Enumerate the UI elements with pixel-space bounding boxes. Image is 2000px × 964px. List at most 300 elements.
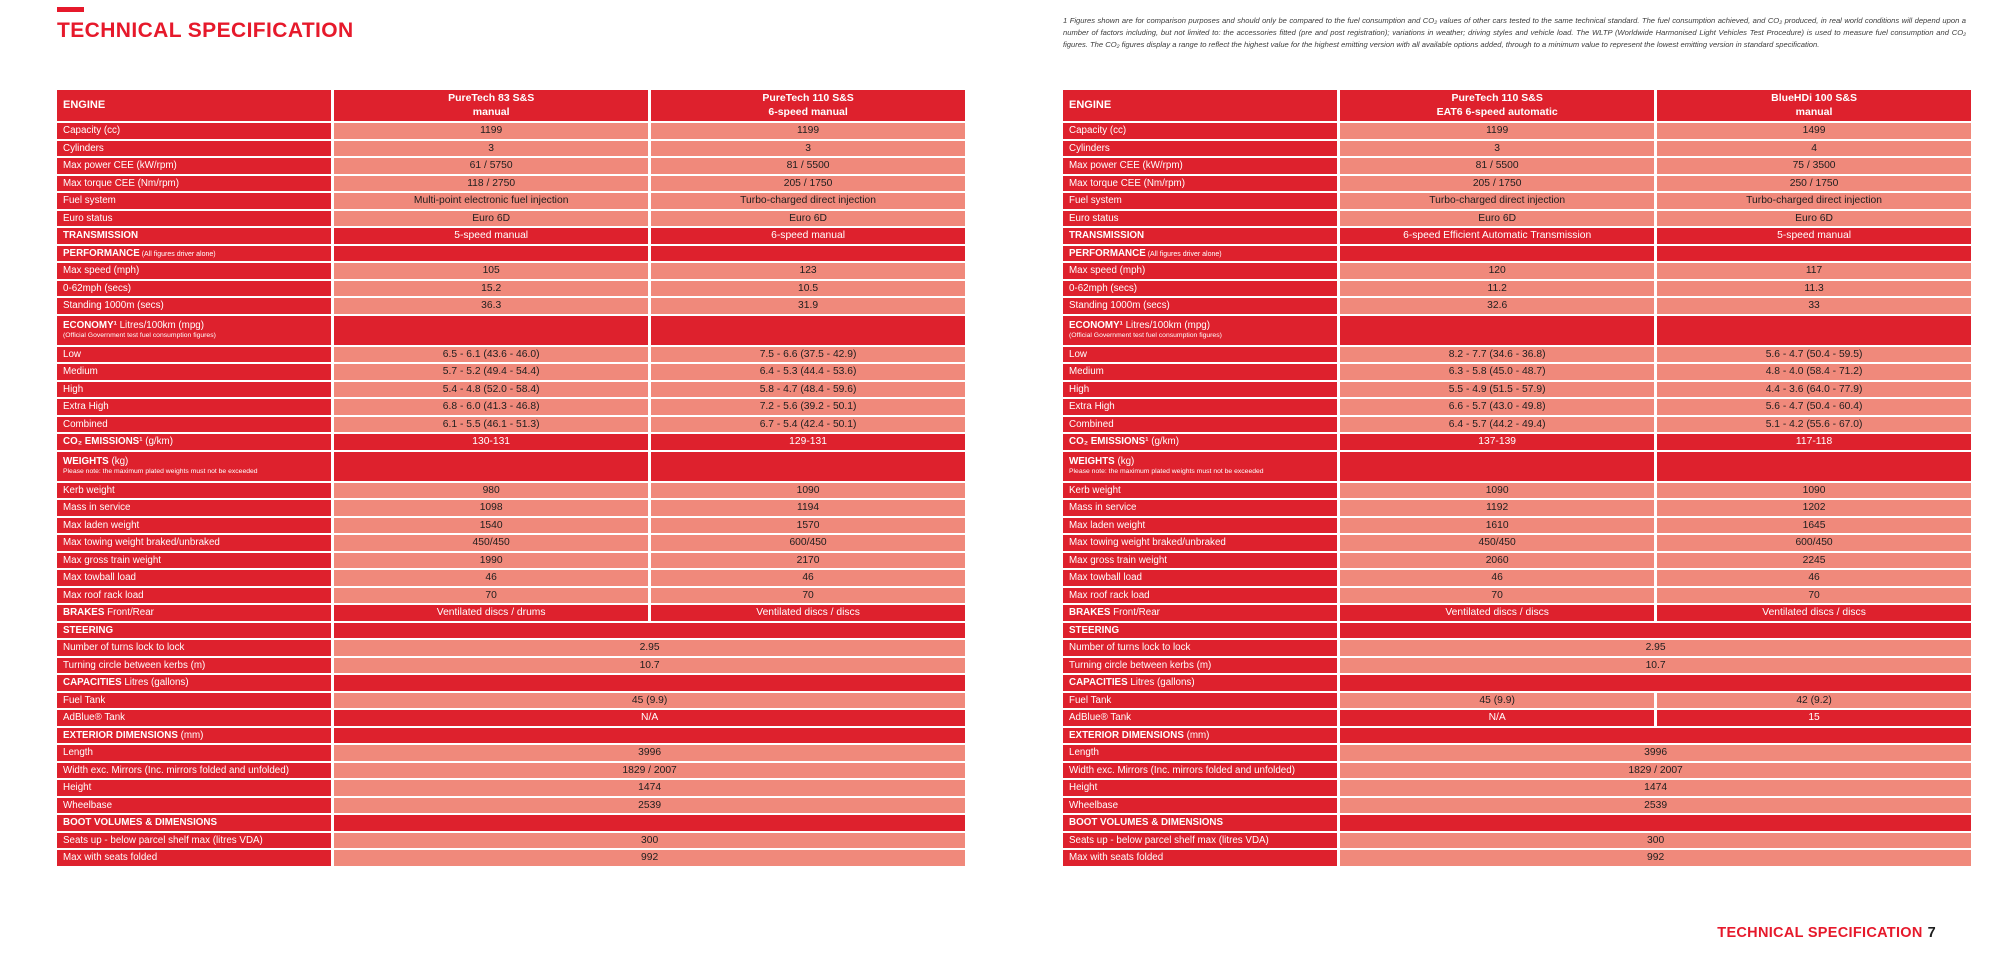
row-value bbox=[334, 452, 648, 481]
table-row bbox=[1063, 298, 1971, 314]
row-value: Ventilated discs / discs bbox=[1657, 605, 1971, 621]
row-value bbox=[1340, 246, 1654, 262]
row-value: 118 / 2750 bbox=[334, 176, 648, 192]
row-label bbox=[57, 246, 331, 262]
engine-column-header bbox=[1657, 90, 1971, 121]
row-label bbox=[57, 658, 331, 674]
table-row bbox=[57, 588, 965, 604]
section-row bbox=[57, 728, 965, 744]
row-label-text bbox=[63, 419, 108, 430]
row-value bbox=[1657, 316, 1971, 345]
row-label-subline: Please note: the maximum plated weights must not be exceeded bbox=[1069, 467, 1264, 475]
row-label-rest: AdBlue® Tank bbox=[63, 712, 126, 724]
row-value: 1090 bbox=[651, 483, 965, 499]
row-label bbox=[57, 833, 331, 849]
row-value: 6.3 - 5.8 (45.0 - 48.7) bbox=[1340, 364, 1654, 380]
row-value bbox=[334, 316, 648, 345]
row-label bbox=[1063, 417, 1337, 433]
table-row bbox=[1063, 263, 1971, 279]
row-value: 5.5 - 4.9 (51.5 - 57.9) bbox=[1340, 382, 1654, 398]
row-value bbox=[334, 246, 648, 262]
row-label bbox=[1063, 728, 1337, 744]
row-label bbox=[1063, 298, 1337, 314]
table-row bbox=[57, 158, 965, 174]
row-value: 6-speed Efficient Automatic Transmission bbox=[1340, 228, 1654, 244]
row-value-span: 300 bbox=[334, 833, 965, 849]
row-label-text bbox=[1069, 230, 1144, 241]
page-number: 7 bbox=[1927, 925, 1936, 941]
table-row bbox=[1063, 417, 1971, 433]
row-label bbox=[57, 500, 331, 516]
row-label bbox=[57, 640, 331, 656]
table-row bbox=[1063, 763, 1971, 779]
row-label-text bbox=[63, 660, 205, 671]
row-label bbox=[57, 281, 331, 297]
row-value: 117 bbox=[1657, 263, 1971, 279]
row-value bbox=[651, 316, 965, 345]
row-value: 2170 bbox=[651, 553, 965, 569]
row-label bbox=[1063, 263, 1337, 279]
row-label-subline: (Official Government test fuel consumption figures) bbox=[1069, 331, 1222, 339]
row-value: 5.1 - 4.2 (55.6 - 67.0) bbox=[1657, 417, 1971, 433]
row-label-rest: Wheelbase bbox=[1069, 799, 1119, 811]
row-label-subline: Please note: the maximum plated weights must not be exceeded bbox=[63, 467, 258, 475]
row-label-rest: (kg) bbox=[108, 456, 129, 468]
row-value: 1499 bbox=[1657, 123, 1971, 139]
table-row bbox=[57, 193, 965, 209]
row-value bbox=[651, 452, 965, 481]
row-value: 4 bbox=[1657, 141, 1971, 157]
row-value: 600/450 bbox=[651, 535, 965, 551]
row-label-rest: Max torque CEE (Nm/rpm) bbox=[63, 177, 179, 189]
row-label-text bbox=[1069, 555, 1167, 566]
row-label-strong: EXTERIOR DIMENSIONS bbox=[63, 729, 178, 741]
row-label bbox=[57, 675, 331, 691]
row-value-span: 3996 bbox=[1340, 745, 1971, 761]
row-label bbox=[1063, 850, 1337, 866]
row-label-text bbox=[63, 230, 138, 241]
row-label-text bbox=[63, 800, 112, 811]
row-label-text bbox=[63, 677, 189, 688]
row-label-rest: Kerb weight bbox=[1069, 484, 1121, 496]
row-label-text bbox=[63, 456, 128, 467]
row-label-rest: Litres/100km (mpg) bbox=[1122, 320, 1211, 332]
row-label-rest: Combined bbox=[63, 418, 108, 430]
row-value: 70 bbox=[651, 588, 965, 604]
row-label-rest: (g/km) bbox=[1148, 436, 1179, 448]
table-row bbox=[1063, 553, 1971, 569]
table-row bbox=[1063, 158, 1971, 174]
table-row bbox=[1063, 281, 1971, 297]
row-label-text bbox=[63, 555, 161, 566]
row-label bbox=[1063, 500, 1337, 516]
row-value: 45 (9.9) bbox=[1340, 693, 1654, 709]
footnote-disclaimer: 1 Figures shown are for comparison purposes and should only be compared to the fuel consumption and CO₂ values of other cars tested to the same technical standard. The fuel consumption achieved, and CO₂ produced, in real world conditions will depend upon a number of factors including, but not limited to: the accessories fitted (pre and post registration); variations in weather; driving styles and vehicle load. The WLTP (Worldwide Harmonised Light Vehicles Test Procedure) is used to measure fuel consumption and CO₂ figures. The CO₂ figures display a range to reflect the highest value for the highest emitting version with all available options added, through to a minimum value to represent the lowest emitting version in standard specification. bbox=[1063, 16, 1966, 50]
table-row bbox=[57, 570, 965, 586]
row-label-rest: High bbox=[1069, 383, 1090, 395]
row-label-rest: Max power CEE (kW/rpm) bbox=[63, 160, 177, 172]
row-label-text bbox=[63, 695, 105, 706]
row-value: 32.6 bbox=[1340, 298, 1654, 314]
row-label bbox=[1063, 434, 1337, 450]
row-label-rest: Low bbox=[63, 348, 81, 360]
table-row bbox=[57, 298, 965, 314]
section-row bbox=[1063, 623, 1971, 639]
row-value: Multi-point electronic fuel injection bbox=[334, 193, 648, 209]
row-value-span bbox=[1340, 623, 1971, 639]
row-label-text bbox=[1069, 143, 1110, 154]
row-value: 130-131 bbox=[334, 434, 648, 450]
row-label-text bbox=[1069, 419, 1114, 430]
table-header-row bbox=[57, 90, 965, 121]
row-label-rest: Width exc. Mirrors (Inc. mirrors folded and unfolded) bbox=[63, 764, 289, 776]
row-label bbox=[1063, 228, 1337, 244]
row-label-rest: 0-62mph (secs) bbox=[1069, 282, 1138, 294]
row-label bbox=[1063, 780, 1337, 796]
row-label-text bbox=[63, 835, 263, 846]
row-label-text bbox=[1069, 349, 1087, 360]
row-value: 6.4 - 5.3 (44.4 - 53.6) bbox=[651, 364, 965, 380]
row-value: 6.7 - 5.4 (42.4 - 50.1) bbox=[651, 417, 965, 433]
row-value: 1570 bbox=[651, 518, 965, 534]
row-label-strong: CAPACITIES bbox=[1069, 677, 1128, 689]
row-value-span: N/A bbox=[334, 710, 965, 726]
section-row bbox=[57, 452, 965, 481]
row-label-text bbox=[63, 747, 93, 758]
row-label-text bbox=[1069, 625, 1119, 636]
row-value: Ventilated discs / drums bbox=[334, 605, 648, 621]
row-value: 4.4 - 3.6 (64.0 - 77.9) bbox=[1657, 382, 1971, 398]
engine-name: PureTech 110 S&S bbox=[1451, 91, 1543, 104]
table-row bbox=[57, 745, 965, 761]
row-label bbox=[57, 588, 331, 604]
table-row bbox=[1063, 347, 1971, 363]
table-row bbox=[1063, 123, 1971, 139]
table-row bbox=[1063, 141, 1971, 157]
row-value: 31.9 bbox=[651, 298, 965, 314]
table-row bbox=[1063, 693, 1971, 709]
row-label-text bbox=[63, 712, 125, 723]
table-row bbox=[57, 763, 965, 779]
row-label-text bbox=[1069, 852, 1163, 863]
row-label bbox=[57, 850, 331, 866]
page-title: TECHNICAL SPECIFICATION bbox=[57, 19, 354, 42]
row-value-span: 1474 bbox=[1340, 780, 1971, 796]
row-label-text bbox=[1069, 835, 1269, 846]
row-value: 3 bbox=[334, 141, 648, 157]
row-value: Ventilated discs / discs bbox=[651, 605, 965, 621]
row-label-text bbox=[63, 782, 91, 793]
row-label-text bbox=[1069, 401, 1115, 412]
row-value: 250 / 1750 bbox=[1657, 176, 1971, 192]
row-label-rest: Combined bbox=[1069, 418, 1114, 430]
row-label-rest: Max towball load bbox=[63, 572, 136, 584]
row-label-rest: AdBlue® Tank bbox=[1069, 712, 1132, 724]
row-label-rest: Litres (gallons) bbox=[1127, 677, 1195, 689]
row-value: 81 / 5500 bbox=[1340, 158, 1654, 174]
section-row bbox=[1063, 728, 1971, 744]
row-label-rest: Turning circle between kerbs (m) bbox=[1069, 659, 1212, 671]
row-label-text bbox=[63, 817, 217, 828]
engine-gearbox: manual bbox=[1795, 105, 1833, 118]
table-row bbox=[57, 347, 965, 363]
row-label-rest: Litres/100km (mpg) bbox=[116, 320, 205, 332]
table-row bbox=[57, 500, 965, 516]
row-label bbox=[1063, 382, 1337, 398]
row-label bbox=[57, 211, 331, 227]
row-label-text bbox=[63, 607, 154, 618]
row-label-rest: Fuel system bbox=[63, 195, 116, 207]
row-label-text bbox=[1069, 730, 1209, 741]
row-label bbox=[57, 382, 331, 398]
row-label-text bbox=[63, 213, 113, 224]
row-value-span: 2539 bbox=[334, 798, 965, 814]
row-label-rest: (kg) bbox=[1114, 456, 1135, 468]
row-label-text bbox=[63, 590, 144, 601]
table-row bbox=[1063, 483, 1971, 499]
row-value: 61 / 5750 bbox=[334, 158, 648, 174]
row-label-rest: Seats up - below parcel shelf max (litres VDA) bbox=[1069, 834, 1269, 846]
row-label-rest: Max laden weight bbox=[63, 519, 140, 531]
row-label-strong: CO₂ EMISSIONS¹ bbox=[63, 436, 143, 448]
row-label-rest: Length bbox=[63, 747, 93, 759]
row-label-text bbox=[1069, 366, 1104, 377]
row-label bbox=[57, 780, 331, 796]
table-row bbox=[57, 141, 965, 157]
row-label-rest: Max with seats folded bbox=[63, 852, 158, 864]
row-label-rest: Wheelbase bbox=[63, 799, 113, 811]
row-value: 15.2 bbox=[334, 281, 648, 297]
row-label-strong: WEIGHTS bbox=[63, 456, 109, 468]
row-value: 120 bbox=[1340, 263, 1654, 279]
row-value: 5.4 - 4.8 (52.0 - 58.4) bbox=[334, 382, 648, 398]
row-label-rest: Medium bbox=[63, 366, 98, 378]
row-label-text bbox=[63, 143, 104, 154]
row-label-text bbox=[1069, 520, 1145, 531]
table-row bbox=[1063, 500, 1971, 516]
row-label bbox=[1063, 281, 1337, 297]
row-label bbox=[1063, 658, 1337, 674]
row-label bbox=[57, 298, 331, 314]
row-label-text bbox=[63, 520, 139, 531]
row-label-text bbox=[1069, 178, 1185, 189]
table-row bbox=[1063, 535, 1971, 551]
row-label bbox=[57, 193, 331, 209]
row-value: Euro 6D bbox=[651, 211, 965, 227]
row-label bbox=[1063, 347, 1337, 363]
row-value: 205 / 1750 bbox=[651, 176, 965, 192]
engine-column-header bbox=[334, 90, 648, 121]
engine-header-label: ENGINE bbox=[57, 90, 331, 121]
row-label bbox=[57, 434, 331, 450]
table-row bbox=[1063, 588, 1971, 604]
section-row bbox=[57, 815, 965, 831]
row-value: 7.5 - 6.6 (37.5 - 42.9) bbox=[651, 347, 965, 363]
row-label-text bbox=[63, 384, 83, 395]
engine-column-header bbox=[1340, 90, 1654, 121]
row-value: 8.2 - 7.7 (34.6 - 36.8) bbox=[1340, 347, 1654, 363]
row-label-strong: ECONOMY¹ bbox=[1069, 320, 1123, 332]
row-value: 36.3 bbox=[334, 298, 648, 314]
row-label-text bbox=[1069, 642, 1190, 653]
row-value: 105 bbox=[334, 263, 648, 279]
row-label-text bbox=[1069, 607, 1160, 618]
row-label-rest: Max roof rack load bbox=[1069, 589, 1150, 601]
table-row bbox=[57, 640, 965, 656]
section-row bbox=[57, 605, 965, 621]
table-row bbox=[57, 263, 965, 279]
row-value: 1199 bbox=[651, 123, 965, 139]
row-value: 5-speed manual bbox=[1657, 228, 1971, 244]
row-label-rest: (g/km) bbox=[142, 436, 173, 448]
table-row bbox=[57, 658, 965, 674]
row-value: 1194 bbox=[651, 500, 965, 516]
row-label-text bbox=[1069, 800, 1118, 811]
row-value: 137-139 bbox=[1340, 434, 1654, 450]
row-value-span: 3996 bbox=[334, 745, 965, 761]
engine-name: PureTech 83 S&S bbox=[448, 91, 535, 104]
table-row bbox=[1063, 640, 1971, 656]
row-label-rest: Capacity (cc) bbox=[1069, 125, 1127, 137]
row-label-text bbox=[1069, 817, 1223, 828]
row-value: 46 bbox=[651, 570, 965, 586]
engine-column-header bbox=[651, 90, 965, 121]
row-value: 5.7 - 5.2 (49.4 - 54.4) bbox=[334, 364, 648, 380]
row-label bbox=[1063, 483, 1337, 499]
row-value-span: 2539 bbox=[1340, 798, 1971, 814]
row-label-rest: Mass in service bbox=[63, 502, 131, 514]
row-value: 1540 bbox=[334, 518, 648, 534]
row-label-text bbox=[63, 248, 216, 259]
row-label-rest: Low bbox=[1069, 348, 1087, 360]
row-label-text bbox=[63, 320, 204, 331]
row-label-text bbox=[1069, 572, 1142, 583]
row-label bbox=[57, 347, 331, 363]
row-value: 5.6 - 4.7 (50.4 - 59.5) bbox=[1657, 347, 1971, 363]
row-label bbox=[57, 364, 331, 380]
row-label bbox=[57, 535, 331, 551]
row-value bbox=[651, 246, 965, 262]
row-value: 6.8 - 6.0 (41.3 - 46.8) bbox=[334, 399, 648, 415]
row-label bbox=[57, 798, 331, 814]
row-value: Euro 6D bbox=[334, 211, 648, 227]
row-label-rest: Max torque CEE (Nm/rpm) bbox=[1069, 177, 1185, 189]
row-value: 81 / 5500 bbox=[651, 158, 965, 174]
row-label-text bbox=[63, 502, 131, 513]
row-label bbox=[57, 417, 331, 433]
row-value: 2060 bbox=[1340, 553, 1654, 569]
section-row bbox=[1063, 452, 1971, 481]
row-label-strong: STEERING bbox=[63, 624, 114, 636]
row-label-text bbox=[63, 160, 177, 171]
row-label-rest: Seats up - below parcel shelf max (litres VDA) bbox=[63, 834, 263, 846]
row-value: 5-speed manual bbox=[334, 228, 648, 244]
row-label bbox=[1063, 158, 1337, 174]
row-label-text bbox=[63, 283, 131, 294]
row-value: 33 bbox=[1657, 298, 1971, 314]
row-value-span: 10.7 bbox=[1340, 658, 1971, 674]
section-row bbox=[1063, 675, 1971, 691]
section-row bbox=[1063, 710, 1971, 726]
row-label-text bbox=[1069, 265, 1145, 276]
row-label bbox=[57, 452, 331, 481]
table-row bbox=[57, 693, 965, 709]
table-row bbox=[57, 211, 965, 227]
row-value: 11.2 bbox=[1340, 281, 1654, 297]
row-value: 129-131 bbox=[651, 434, 965, 450]
row-label-rest: 0-62mph (secs) bbox=[63, 282, 132, 294]
row-label bbox=[1063, 833, 1337, 849]
row-label-rest: Euro status bbox=[63, 212, 113, 224]
row-label-rest: Cylinders bbox=[1069, 142, 1110, 154]
row-value: Ventilated discs / discs bbox=[1340, 605, 1654, 621]
row-label-text bbox=[63, 195, 116, 206]
row-label bbox=[1063, 675, 1337, 691]
table-row bbox=[1063, 518, 1971, 534]
row-value: 42 (9.2) bbox=[1657, 693, 1971, 709]
row-label bbox=[57, 518, 331, 534]
row-label bbox=[57, 815, 331, 831]
row-label-rest: Capacity (cc) bbox=[63, 125, 121, 137]
row-value-span: 1829 / 2007 bbox=[1340, 763, 1971, 779]
row-value: 1192 bbox=[1340, 500, 1654, 516]
row-value: 46 bbox=[1657, 570, 1971, 586]
section-row bbox=[57, 675, 965, 691]
row-label bbox=[57, 745, 331, 761]
row-label-strong: CAPACITIES bbox=[63, 677, 122, 689]
table-row bbox=[1063, 193, 1971, 209]
row-value: 1199 bbox=[1340, 123, 1654, 139]
row-label-strong: BOOT VOLUMES & DIMENSIONS bbox=[63, 817, 218, 829]
row-value: 1202 bbox=[1657, 500, 1971, 516]
row-label-strong: CO₂ EMISSIONS¹ bbox=[1069, 436, 1149, 448]
row-value bbox=[1657, 452, 1971, 481]
row-label-text bbox=[63, 436, 173, 447]
row-value-span: 2.95 bbox=[1340, 640, 1971, 656]
row-value: 6-speed manual bbox=[651, 228, 965, 244]
row-label-rest: (mm) bbox=[1183, 729, 1210, 741]
row-label-text bbox=[63, 625, 113, 636]
row-label-rest: Max towing weight braked/unbraked bbox=[63, 537, 220, 549]
table-row bbox=[1063, 658, 1971, 674]
page-footer bbox=[1717, 925, 1936, 941]
row-label-text bbox=[63, 178, 179, 189]
table-row bbox=[57, 798, 965, 814]
row-value: 15 bbox=[1657, 710, 1971, 726]
row-label bbox=[57, 399, 331, 415]
row-value: 3 bbox=[1340, 141, 1654, 157]
row-value: 1098 bbox=[334, 500, 648, 516]
row-value-span bbox=[334, 815, 965, 831]
row-label-rest: Cylinders bbox=[63, 142, 104, 154]
table-row bbox=[57, 780, 965, 796]
row-value-span: 1829 / 2007 bbox=[334, 763, 965, 779]
row-label-strong: WEIGHTS bbox=[1069, 456, 1115, 468]
table-row bbox=[57, 833, 965, 849]
row-label-text bbox=[1069, 160, 1183, 171]
table-row bbox=[1063, 833, 1971, 849]
row-value: 5.6 - 4.7 (50.4 - 60.4) bbox=[1657, 399, 1971, 415]
row-label-text bbox=[63, 401, 109, 412]
row-label-rest: Fuel Tank bbox=[63, 694, 106, 706]
row-label-text bbox=[63, 349, 81, 360]
row-label bbox=[57, 710, 331, 726]
engine-gearbox: EAT6 6-speed automatic bbox=[1436, 105, 1558, 118]
row-label bbox=[57, 263, 331, 279]
table-row bbox=[1063, 570, 1971, 586]
section-row bbox=[57, 246, 965, 262]
section-row bbox=[57, 228, 965, 244]
